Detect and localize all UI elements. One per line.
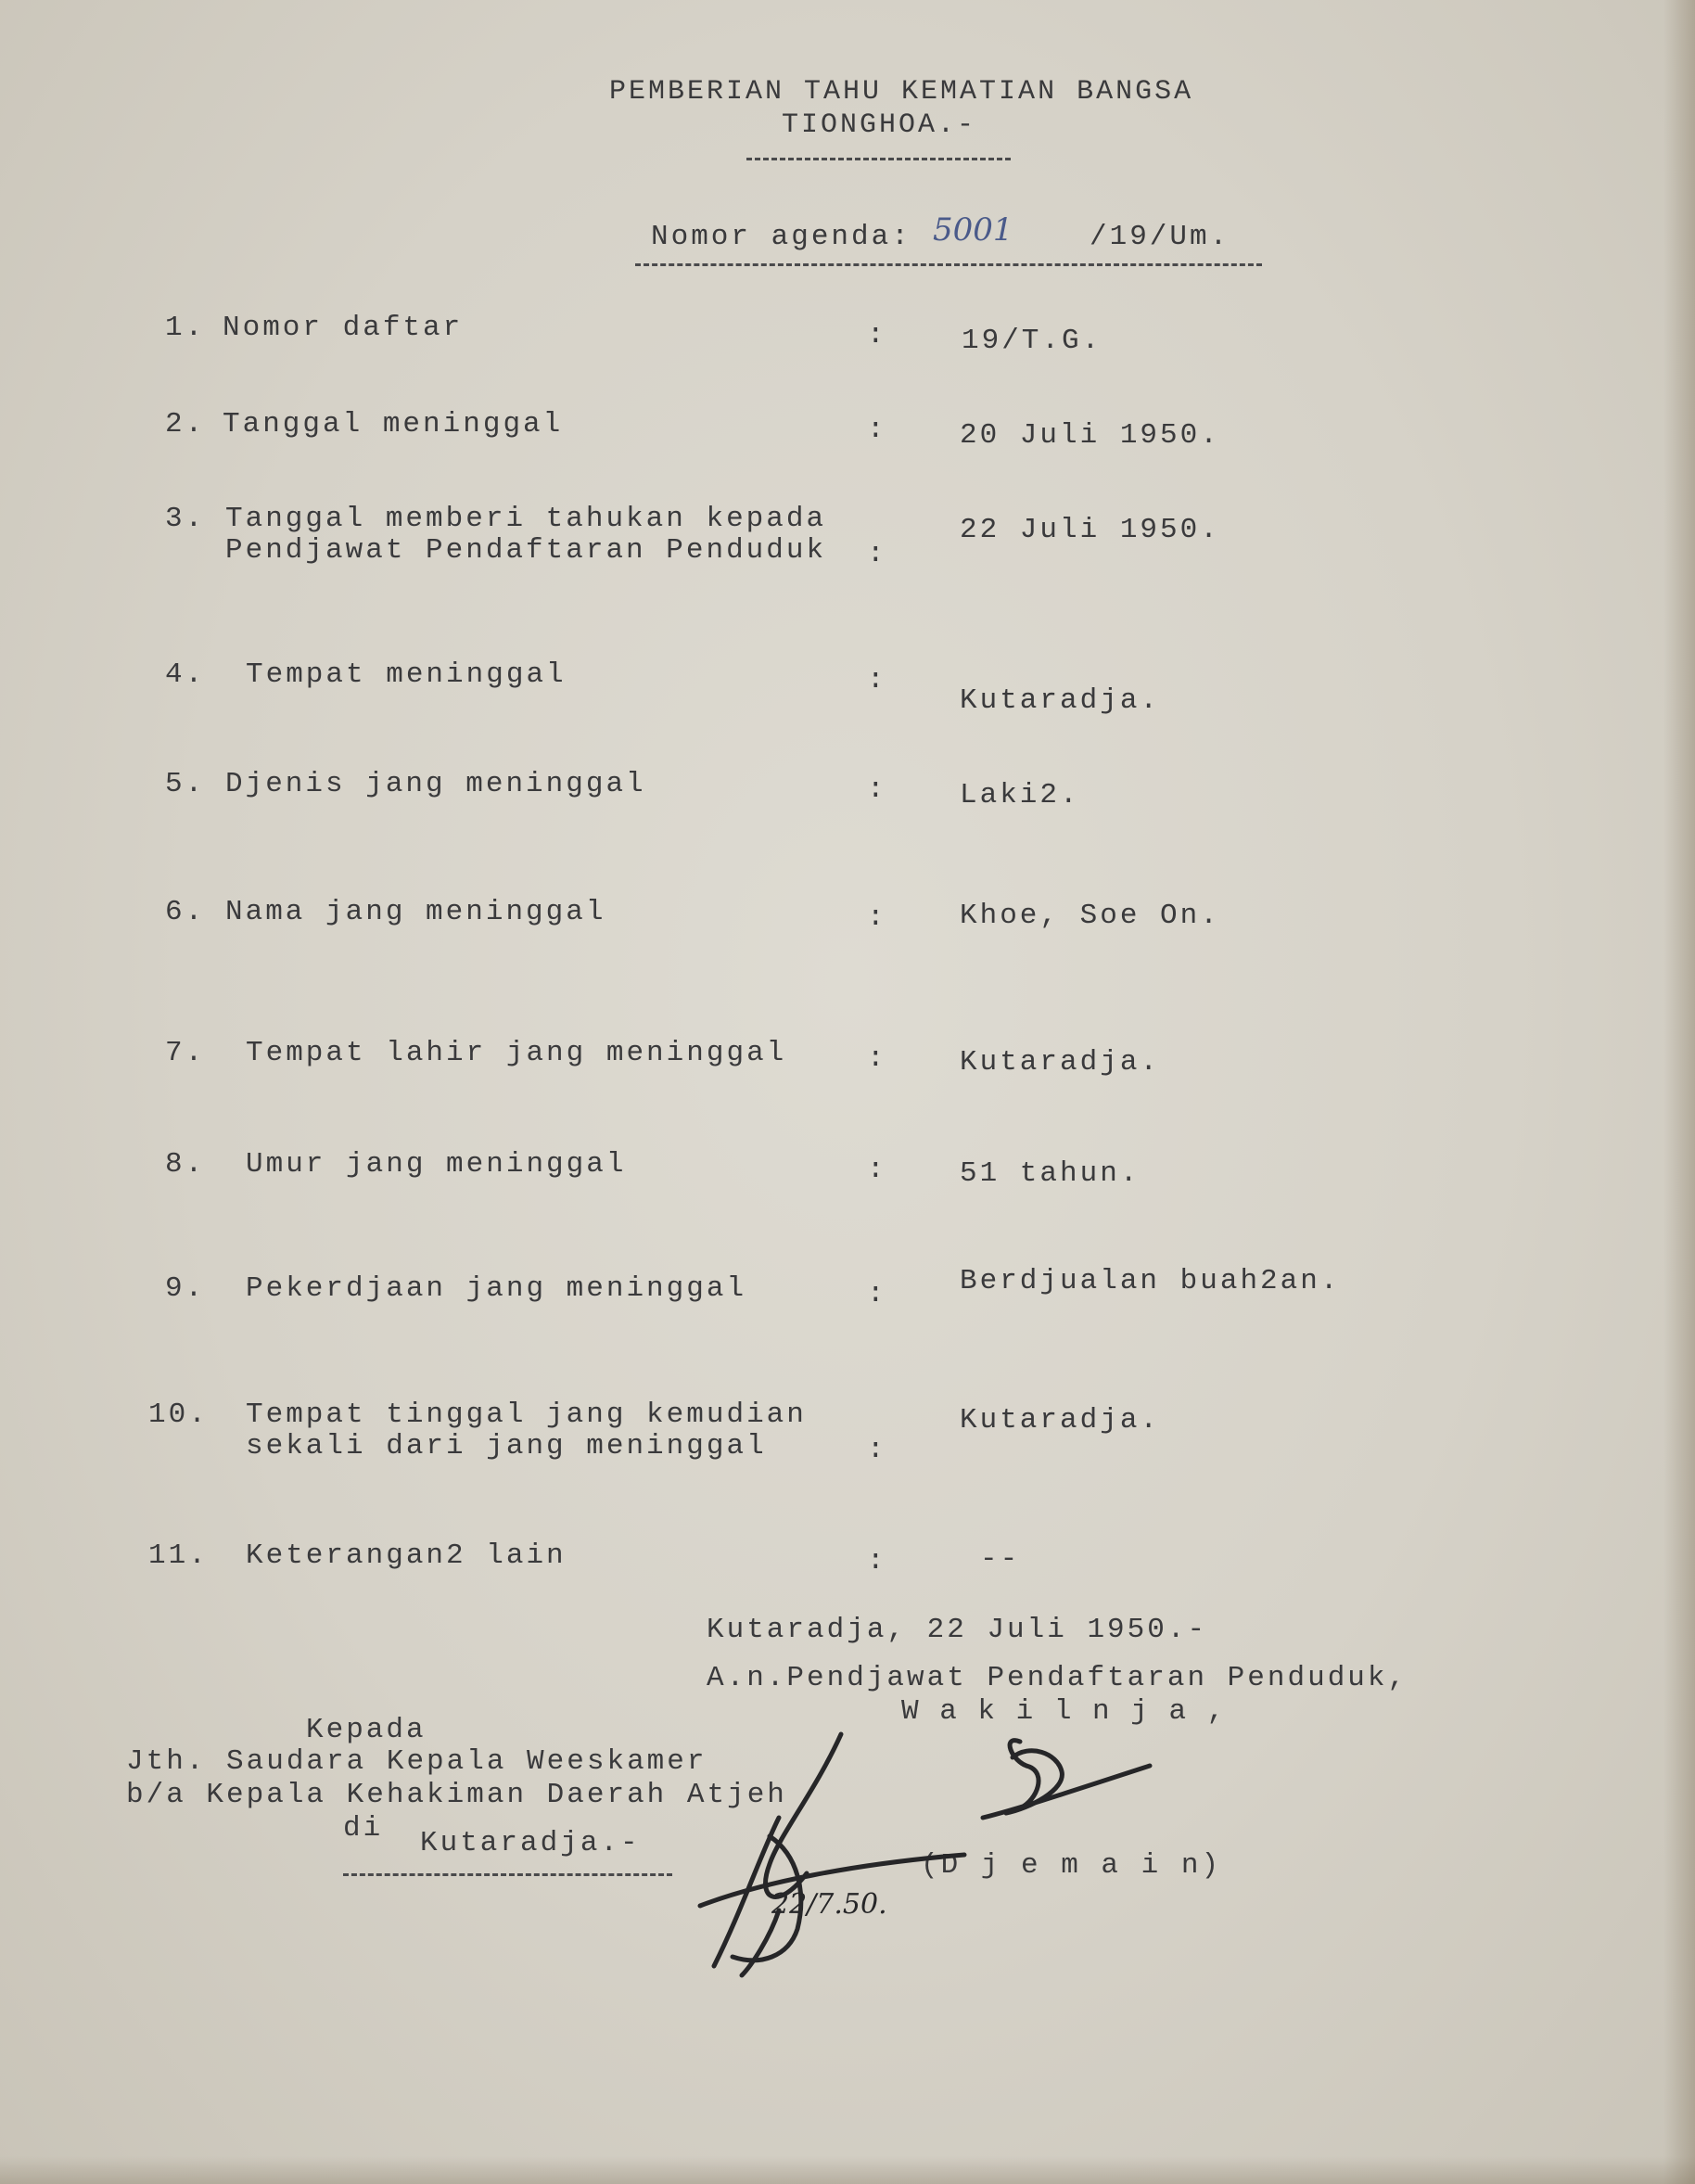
item-colon: : bbox=[867, 664, 885, 696]
item-label: Tanggal meninggal bbox=[223, 408, 564, 441]
agenda-label: Nomor agenda: bbox=[651, 221, 911, 253]
item-value: Laki2. bbox=[960, 779, 1080, 811]
item-label: Pekerdjaan jang meninggal bbox=[246, 1272, 747, 1305]
item-label: Keterangan2 lain bbox=[246, 1539, 567, 1572]
item-label-continued: sekali dari jang meninggal bbox=[246, 1430, 767, 1462]
addressee-di: di bbox=[343, 1812, 384, 1845]
item-number: 4. bbox=[165, 658, 206, 691]
item-label: Umur jang meninggal bbox=[246, 1148, 627, 1181]
item-colon: : bbox=[867, 1154, 885, 1186]
item-value: Khoe, Soe On. bbox=[960, 900, 1220, 932]
handwritten-date: 22/7.50. bbox=[771, 1888, 887, 1921]
item-label: Nomor daftar bbox=[223, 312, 464, 344]
item-number: 1. bbox=[165, 312, 206, 344]
document-title-line2: TIONGHOA.- bbox=[782, 109, 977, 141]
item-colon: : bbox=[867, 1545, 885, 1577]
item-label: Nama jang meninggal bbox=[225, 896, 606, 928]
item-number: 3. bbox=[165, 503, 206, 535]
addressee-place: Kutaradja.- bbox=[420, 1827, 641, 1859]
item-value: Berdjualan buah2an. bbox=[960, 1265, 1341, 1297]
item-number: 11. bbox=[148, 1539, 209, 1572]
item-value: Kutaradja. bbox=[960, 1046, 1161, 1079]
item-number: 7. bbox=[165, 1037, 206, 1069]
place-date: Kutaradja, 22 Juli 1950.- bbox=[707, 1614, 1208, 1646]
item-value: 19/T.G. bbox=[962, 325, 1102, 357]
item-colon: : bbox=[867, 1278, 885, 1310]
agenda-handwritten-number: 5001 bbox=[933, 211, 1013, 249]
item-number: 5. bbox=[165, 768, 206, 800]
item-label: Tanggal memberi tahukan kepada bbox=[225, 503, 827, 535]
item-number: 8. bbox=[165, 1148, 206, 1181]
item-label-continued: Pendjawat Pendaftaran Penduduk bbox=[225, 534, 827, 567]
document-title-line1: PEMBERIAN TAHU KEMATIAN BANGSA bbox=[609, 76, 1194, 108]
item-colon: : bbox=[867, 1434, 885, 1466]
item-label: Tempat tinggal jang kemudian bbox=[246, 1399, 807, 1431]
item-value: Kutaradja. bbox=[960, 684, 1161, 717]
deputy-line: W a k i l n j a , bbox=[901, 1695, 1227, 1728]
item-colon: : bbox=[867, 538, 885, 570]
item-value: 51 tahun. bbox=[960, 1157, 1141, 1190]
item-number: 9. bbox=[165, 1272, 206, 1305]
item-value: Kutaradja. bbox=[960, 1404, 1161, 1437]
item-colon: : bbox=[867, 1042, 885, 1075]
item-colon: : bbox=[867, 414, 885, 446]
item-colon: : bbox=[867, 319, 885, 351]
item-label: Tempat meninggal bbox=[246, 658, 567, 691]
item-number: 10. bbox=[148, 1399, 209, 1431]
item-colon: : bbox=[867, 901, 885, 934]
item-label: Tempat lahir jang meninggal bbox=[246, 1037, 787, 1069]
addressee-line1: Kepada bbox=[306, 1714, 427, 1746]
addressee-line3: b/a Kepala Kehakiman Daerah Atjeh bbox=[126, 1779, 787, 1811]
item-colon: : bbox=[867, 773, 885, 806]
signer-name: (D j e m a i n) bbox=[921, 1849, 1222, 1882]
on-behalf-line: A.n.Pendjawat Pendaftaran Penduduk, bbox=[707, 1662, 1408, 1694]
addressee-line2: Jth. Saudara Kepala Weeskamer bbox=[126, 1745, 707, 1778]
item-value: -- bbox=[980, 1543, 1021, 1576]
item-number: 2. bbox=[165, 408, 206, 441]
item-label: Djenis jang meninggal bbox=[225, 768, 646, 800]
agenda-suffix: /19/Um. bbox=[1090, 221, 1230, 253]
item-number: 6. bbox=[165, 896, 206, 928]
item-value: 22 Juli 1950. bbox=[960, 514, 1220, 546]
item-value: 20 Juli 1950. bbox=[960, 419, 1220, 452]
